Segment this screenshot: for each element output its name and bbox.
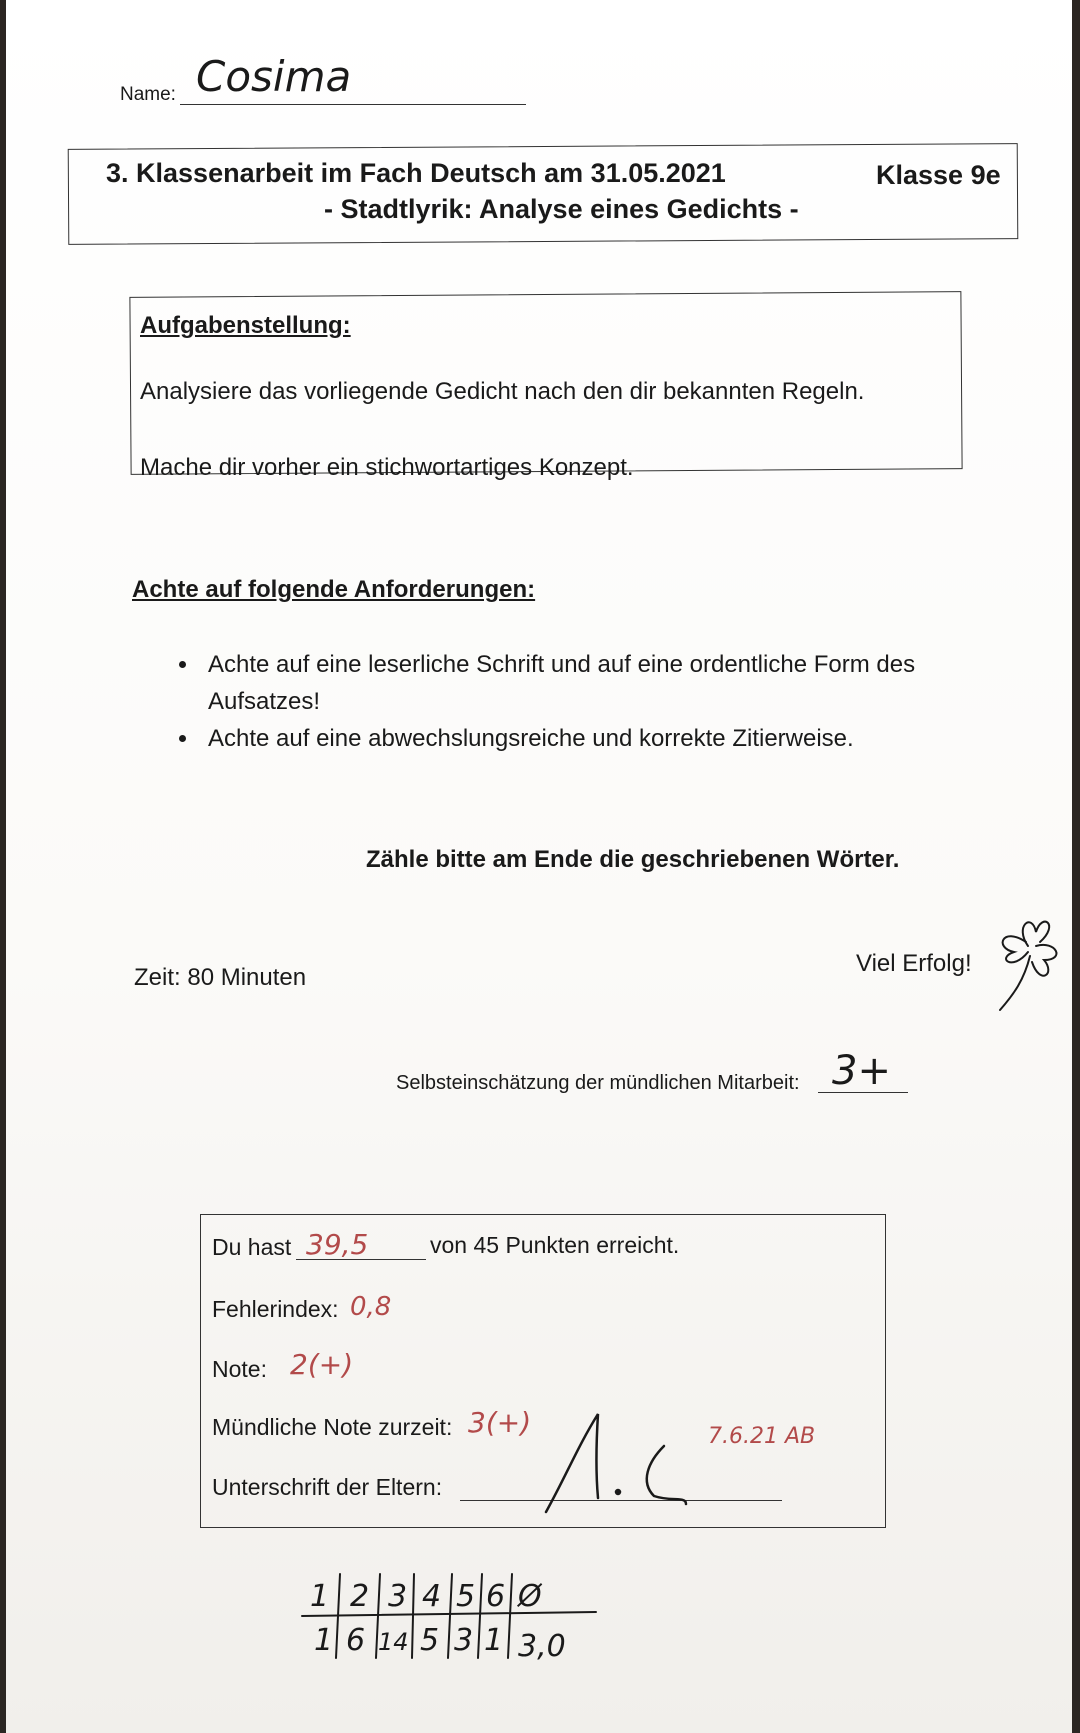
parent-signature bbox=[536, 1406, 716, 1516]
grade-distribution bbox=[296, 1566, 616, 1676]
good-luck-text: Viel Erfolg! bbox=[856, 950, 972, 977]
exam-sheet bbox=[6, 0, 1072, 1733]
clover-icon bbox=[984, 902, 1074, 1022]
self-assessment-label: Selbsteinschätzung der mündlichen Mitarbeit: bbox=[396, 1072, 800, 1094]
tally-top: Ø bbox=[518, 1579, 542, 1614]
oral-grade-value: 3(+) bbox=[468, 1406, 532, 1439]
class-label: Klasse 9e bbox=[876, 160, 1001, 190]
grade-label: Note: bbox=[212, 1356, 267, 1382]
tally-top: 5 bbox=[456, 1579, 476, 1614]
tally-bottom: 5 bbox=[420, 1623, 440, 1658]
task-line-2: Mache dir vorher ein stichwortartiges Konzept. bbox=[140, 454, 634, 481]
name-line bbox=[180, 104, 526, 105]
tally-top: 3 bbox=[388, 1579, 408, 1614]
error-index-label: Fehlerindex: bbox=[212, 1296, 339, 1322]
tally-bottom: 3,0 bbox=[518, 1629, 566, 1664]
student-name: Cosima bbox=[196, 52, 352, 101]
tally-bottom: 6 bbox=[346, 1623, 366, 1658]
signature-date: 7.6.21 AB bbox=[708, 1424, 816, 1449]
exam-title: 3. Klassenarbeit im Fach Deutsch am 31.05.2021 bbox=[106, 158, 726, 188]
requirements-list bbox=[164, 646, 980, 757]
points-prefix: Du hast bbox=[212, 1234, 292, 1260]
time-limit: Zeit: 80 Minuten bbox=[134, 964, 307, 991]
task-line-1: Analysiere das vorliegende Gedicht nach den dir bekannten Regeln. bbox=[140, 378, 865, 405]
name-label: Name: bbox=[120, 84, 176, 105]
tally-top: 2 bbox=[350, 1579, 370, 1614]
tally-top: 4 bbox=[422, 1579, 442, 1614]
word-count-note: Zähle bitte am Ende die geschriebenen Wörter. bbox=[366, 846, 900, 873]
tally-bottom: 1 bbox=[314, 1623, 334, 1658]
exam-subtitle: - Stadtlyrik: Analyse eines Gedichts - bbox=[324, 194, 799, 224]
points-value: 39,5 bbox=[306, 1228, 369, 1261]
tally-top: 1 bbox=[310, 1579, 330, 1614]
points-suffix: von 45 Punkten erreicht. bbox=[430, 1232, 680, 1258]
tally-bottom: 1 bbox=[484, 1623, 504, 1658]
tally-bottom: 14 bbox=[378, 1628, 409, 1656]
requirements-heading: Achte auf folgende Anforderungen: bbox=[132, 576, 536, 603]
tally-bottom: 3 bbox=[454, 1623, 474, 1658]
self-assessment-value: 3+ bbox=[832, 1048, 891, 1094]
grade-value: 2(+) bbox=[290, 1348, 354, 1381]
oral-grade-label: Mündliche Note zurzeit: bbox=[212, 1414, 453, 1440]
signature-label: Unterschrift der Eltern: bbox=[212, 1474, 443, 1500]
requirement-item: • Achte auf eine abwechslungsreiche und korrekte Zitierweise. bbox=[200, 720, 980, 757]
error-index-value: 0,8 bbox=[350, 1292, 392, 1322]
tally-top: 6 bbox=[486, 1579, 506, 1614]
requirement-item: • Achte auf eine leserliche Schrift und auf eine ordentliche Form des Aufsatzes! bbox=[200, 646, 980, 720]
task-heading: Aufgabenstellung: bbox=[140, 312, 351, 339]
